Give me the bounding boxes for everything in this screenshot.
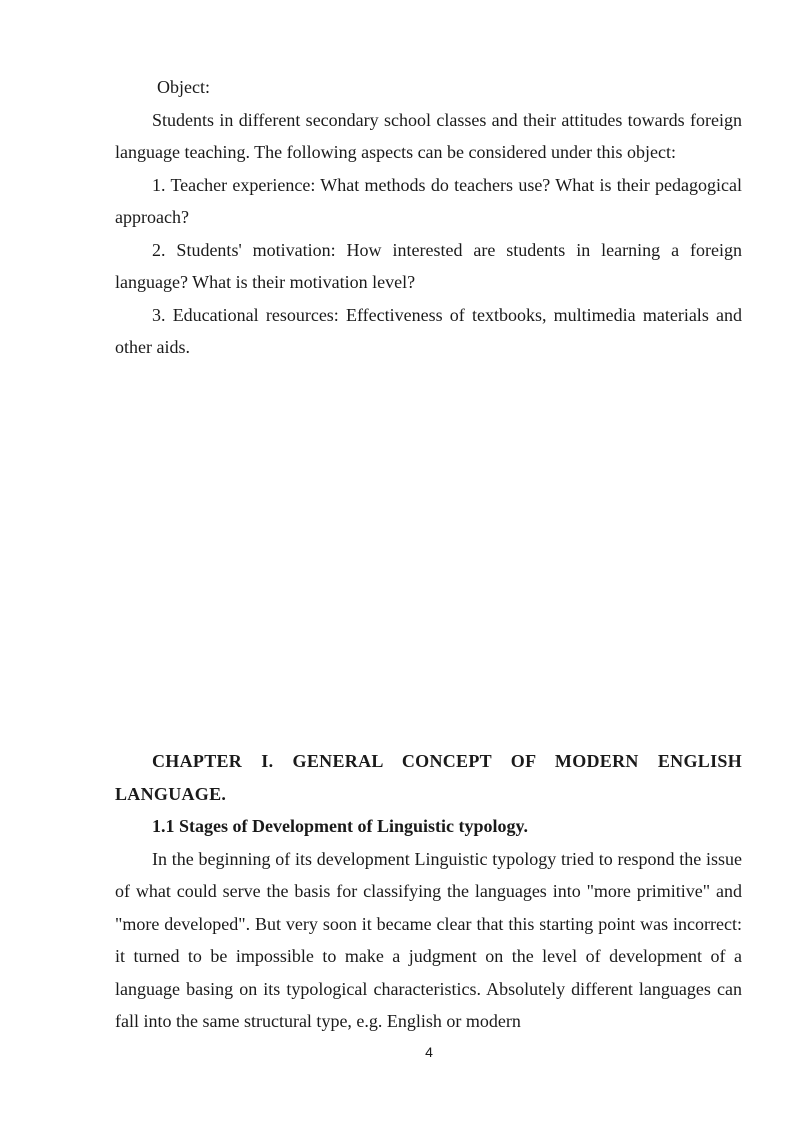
object-label: Object: bbox=[157, 77, 210, 97]
chapter-title: CHAPTER I. GENERAL CONCEPT OF MODERN ENGLISH LANGUAGE. bbox=[115, 751, 742, 804]
body-paragraph: In the beginning of its development Linguistic typology tried to respond the issue of what could serve the basis for classifying the languages into "more primitive" and "more developed". But very soon it became clear that this starting point was incorrect: it turned to be impossible to make a judgment on the level of development of a language basing on its typological characteristics. Absolutely different languages can fall into the same structural type, e.g. English or modern bbox=[115, 848, 742, 1031]
list-item-educational-resources: 3. Educational resources: Effectiveness of textbooks, multimedia materials and other aids. bbox=[115, 304, 742, 357]
list-item-students-motivation: 2. Students' motivation: How interested are students in learning a foreign language? What is their motivation level? bbox=[115, 239, 742, 292]
object-section bbox=[115, 71, 742, 364]
chapter-section bbox=[115, 745, 742, 1038]
object-intro-paragraph: Students in different secondary school classes and their attitudes towards foreign language teaching. The following aspects can be considered under this object: bbox=[115, 109, 742, 162]
section-title: 1.1 Stages of Development of Linguistic typology. bbox=[152, 816, 528, 836]
page-number: 4 bbox=[425, 1044, 433, 1060]
list-item-teacher-experience: 1. Teacher experience: What methods do teachers use? What is their pedagogical approach? bbox=[115, 174, 742, 227]
